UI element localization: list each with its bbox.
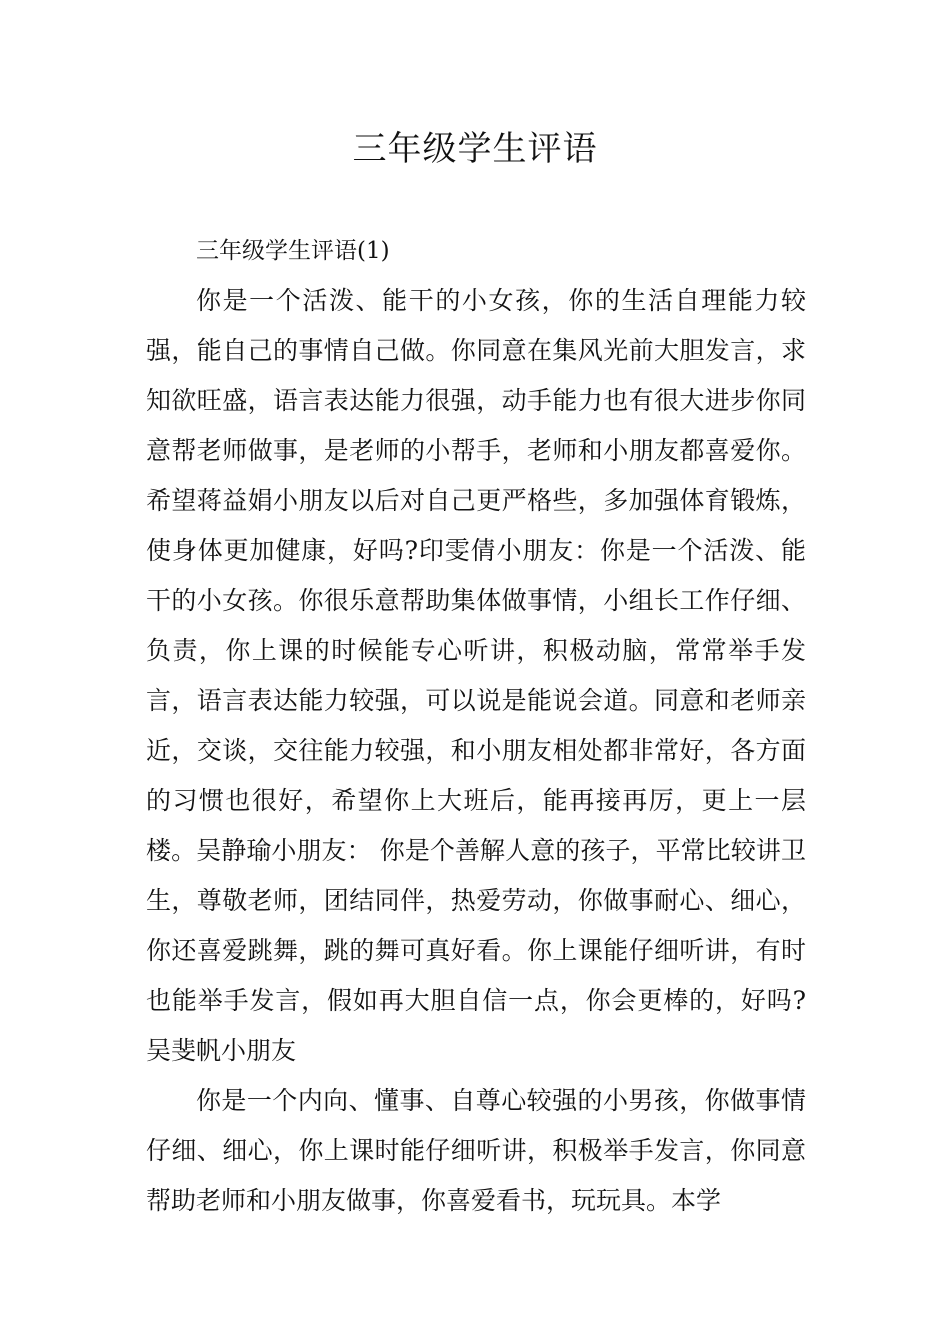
section-subheading: 三年级学生评语(1) [196, 238, 390, 264]
paragraph-2: 你是一个内向、懂事、自尊心较强的小男孩，你做事情仔细、细心，你上课时能仔细听讲，积极举手发言，你同意帮助老师和小朋友做事，你喜爱看书，玩玩具。本学 [146, 1086, 806, 1215]
paragraph-1: 你是一个活泼、能干的小女孩，你的生活自理能力较强，能自己的事情自己做。你同意在集风光前大胆发言，求知欲旺盛，语言表达能力很强，动手能力也有很大进步你同意帮老师做事，是老师的小帮手，老师和小朋友都喜爱你。希望蒋益娟小朋友以后对自己更严格些，多加强体育锻炼，使身体更加健康，好吗?印雯倩小朋友：你是一个活泼、能干的小女孩。你很乐意帮助集体做事情，小组长工作仔细、负责，你上课的时候能专心听讲，积极动脑，常常举手发言，语言表达能力较强，可以说是能说会道。同意和老师亲近，交谈，交往能力较强，和小朋友相处都非常好，各方面的习惯也很好，希望你上大班后，能再接再厉，更上一层楼。吴静瑜小朋友： 你是个善解人意的孩子，平常比较讲卫生，尊敬老师，团结同伴，热爱劳动，你做事耐心、细心，你还喜爱跳舞，跳的舞可真好看。你上课能仔细听讲，有时也能举手发言，假如再大胆自信一点，你会更棒的，好吗?吴斐帆小朋友 [146, 286, 806, 1065]
document-title: 三年级学生评语 [352, 129, 598, 169]
document-body [146, 226, 806, 1226]
